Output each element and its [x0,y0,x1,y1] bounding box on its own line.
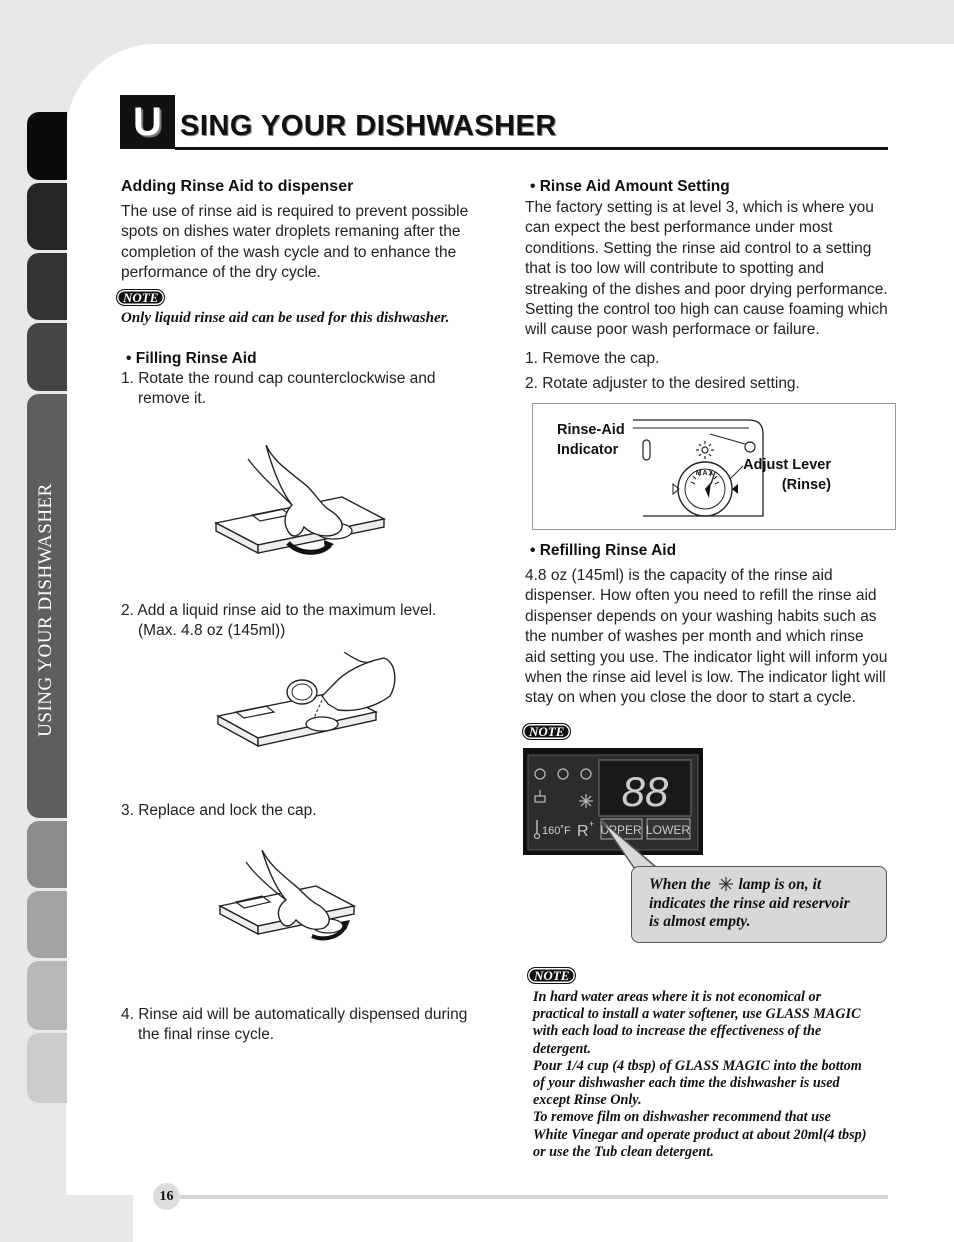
page-title: SING YOUR DISHWASHER [180,110,557,142]
header-rule [175,147,888,150]
adjust-lever-label: Adjust Lever (Rinse) [743,457,831,493]
callout-text: When the lamp is on, it indicates the rinse aid reservoir is almost empty. [649,876,850,930]
note-badge-panel: NOTE [522,723,571,740]
intro-paragraph: The use of rinse aid is required to prevent possible spots on dishes water droplets remaning after the completion of the wash cycle and to enhance the performance of the dry cycle. [121,203,469,282]
page-number: 16 [153,1183,180,1210]
rinse-lamp-callout [631,866,887,943]
chapter-tab-1 [27,112,67,180]
refilling-paragraph: 4.8 oz (145ml) is the capacity of the rinse aid dispenser. How often you need to refill the rinse aid dispenser depends on your washing habits such as the number of washes per month and which rinse aid setting you use. The indicator light will inform you when the rinse aid level is low. The indicator light will stay on when you close the door to start a cycle. [525,567,888,707]
rinse-aid-diagram [532,403,896,530]
chapter-tab-9 [27,1033,67,1103]
svg-text:+: + [589,819,595,829]
panel-display-digits: 88 [621,768,669,815]
note-badge: NOTE [116,289,165,306]
rinse-lamp-icon [717,877,735,891]
dial-max-label: MAX [695,470,715,477]
panel-rinse-label: R [577,823,589,840]
side-tab-title: USING YOUR DISHWASHER [35,483,57,737]
chapter-tab-2 [27,183,67,250]
pour-rinse-aid-illustration [214,652,399,762]
page-bottom-sheet [133,1195,954,1242]
amount-setting-paragraph: The factory setting is at level 3, which is where you can expect the best performance under most conditions. Setting the rinse aid control to a setting that is too low will contribute to spotting and streaking of the dishes and poor drying performance. Setting the control too high can cause foaming which will cause poor wash performace or failure. [525,199,888,339]
section-header [120,95,888,151]
amount-step-1: 1. Remove the cap. [525,350,660,367]
filling-heading: • Filling Rinse Aid [126,350,257,367]
rinse-aid-indicator-label: Rinse-Aid Indicator [557,422,625,458]
chapter-tab-8 [27,961,67,1030]
amount-step-2: 2. Rotate adjuster to the desired setting. [525,375,800,392]
panel-lower-button: LOWER [645,823,691,837]
lock-cap-illustration [216,850,361,945]
page-bottom-margin [0,1195,133,1242]
panel-temp-label: 160˚F [542,825,571,837]
chapter-tab-4 [27,323,67,391]
panel-upper-button: UPPER [600,823,642,837]
chapter-tab-7 [27,891,67,958]
header-initial-box: U [120,95,175,149]
refilling-heading: • Refilling Rinse Aid [530,542,677,559]
chapter-tab-6 [27,821,67,888]
rotate-cap-illustration [212,445,387,570]
note-badge-glass-magic: NOTE [527,967,576,984]
footer-rule [180,1195,888,1199]
chapter-tab-3 [27,253,67,320]
rinse-aid-heading: Adding Rinse Aid to dispenser [121,178,354,195]
filling-step-4: 4. Rinse aid will be automatically dispensed during the final rinse cycle. [121,1006,468,1044]
note-text: Only liquid rinse aid can be used for this dishwasher. [121,310,450,326]
amount-setting-heading: • Rinse Aid Amount Setting [530,178,730,195]
filling-step-3: 3. Replace and lock the cap. [121,802,317,819]
filling-step-1: 1. Rotate the round cap counterclockwise and remove it. [121,370,436,408]
filling-step-2: 2. Add a liquid rinse aid to the maximum level. (Max. 4.8 oz (145ml)) [121,602,437,640]
glass-magic-note: In hard water areas where it is not economical or practical to install a water softener, use GLASS MAGIC with each load to increase the effectiveness of the detergent. Pour 1/4 cup (4 tbsp) of GLASS MAGIC into the bottom of your dishwasher each time the dishwasher is used except Rinse Only. To remove film on dishwasher recommend that use White Vinegar and operate product at about 20ml(4 tbsp) or use the Tub clean detergent. [533,989,867,1160]
